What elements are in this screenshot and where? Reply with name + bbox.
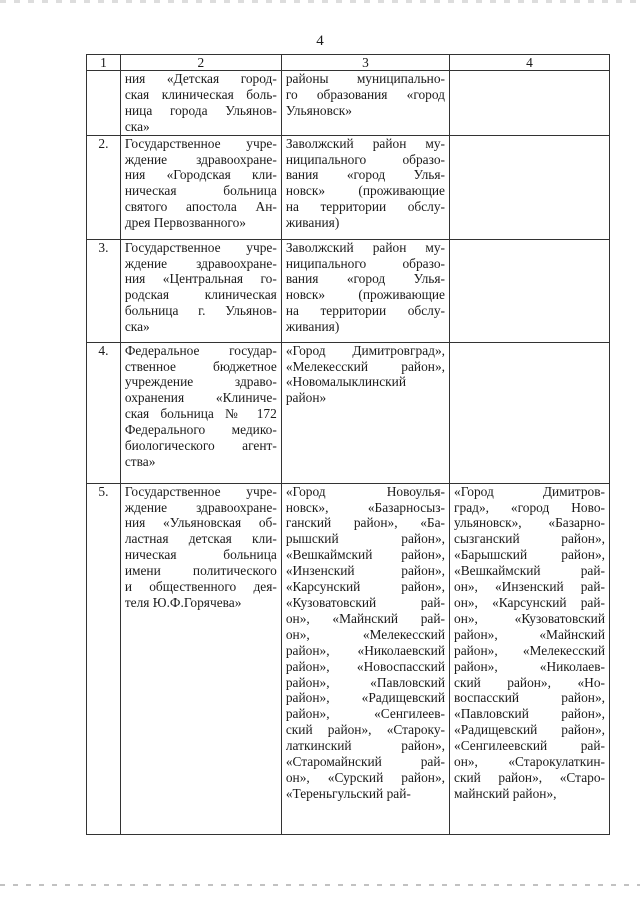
- cell-text-line: рышский район»,: [285, 531, 445, 547]
- cell-text-line: он», «Старокулаткин-: [454, 754, 605, 770]
- cell-text-line: новск» (проживающие: [285, 183, 445, 199]
- cell-text-line: «Радищевский район»,: [454, 722, 605, 738]
- cell-text-line: район», «Николаев-: [454, 658, 605, 674]
- cell-text-line: Заволжский район му-: [285, 239, 445, 255]
- cell-text-line: «Город Димитров-: [454, 483, 605, 499]
- table-row: [87, 239, 610, 342]
- cell-text-line: ский район», «Староку-: [285, 722, 445, 738]
- cell-text-line: «Кузоватовский рай-: [285, 594, 445, 610]
- cell-text-line: вания «город Улья-: [285, 271, 445, 287]
- cell-text-line: дрея Первозванного»: [124, 215, 246, 231]
- row-number: 3.: [87, 239, 121, 342]
- territory-cell: [281, 71, 449, 136]
- cell-text-line: ния «Центральная го-: [124, 271, 277, 287]
- cell-text-line: «Новомалыклинский: [285, 374, 406, 390]
- cell-text-line: ниципального образо-: [285, 151, 445, 167]
- header-col-3: 3: [281, 55, 449, 71]
- cell-text-line: майнский район»,: [454, 785, 557, 801]
- cell-text-line: учреждение здраво-: [124, 374, 277, 390]
- scan-edge-bottom: [0, 884, 640, 886]
- institution-cell: [120, 239, 281, 342]
- cell-text-line: охранения «Клиниче-: [124, 390, 277, 406]
- table-row: [87, 71, 610, 136]
- cell-text-line: «Старомайнский рай-: [285, 754, 445, 770]
- cell-text-line: он», «Мелекесский: [285, 626, 445, 642]
- cell-text-line: Федерального медико-: [124, 422, 277, 438]
- territory-children-cell: [450, 239, 610, 342]
- table-row: [87, 342, 610, 483]
- institution-cell: [120, 483, 281, 834]
- table-row: [87, 135, 610, 239]
- territory-children-cell: [450, 342, 610, 483]
- header-col-4: 4: [450, 55, 610, 71]
- cell-text-line: ниципального образо-: [285, 255, 445, 271]
- row-number: [87, 71, 121, 136]
- cell-text-line: ульяновск», «Базарно-: [454, 515, 605, 531]
- table-row: [87, 483, 610, 834]
- cell-text-line: ска»: [124, 319, 150, 335]
- cell-text-line: «Город Димитровград»,: [285, 342, 445, 358]
- scan-edge-top: [0, 0, 640, 3]
- cell-text-line: ская больница № 172: [124, 406, 277, 422]
- header-col-2: 2: [120, 55, 281, 71]
- cell-text-line: святого апостола Ан-: [124, 199, 277, 215]
- cell-text-line: он», «Сурский район»,: [285, 769, 445, 785]
- cell-text-line: район», «Павловский: [285, 674, 445, 690]
- cell-text-line: больница г. Ульянов-: [124, 303, 277, 319]
- cell-text-line: и общественного дея-: [124, 579, 277, 595]
- territory-children-cell: [450, 71, 610, 136]
- cell-text-line: «Вешкаймский рай-: [454, 563, 605, 579]
- cell-text-line: имени политического: [124, 563, 277, 579]
- cell-text-line: воспасский район»,: [454, 690, 605, 706]
- territory-children-cell: [450, 135, 610, 239]
- cell-text-line: на территории обслу-: [285, 199, 445, 215]
- cell-text-line: теля Ю.Ф.Горячева»: [124, 594, 242, 610]
- header-col-1: 1: [87, 55, 121, 71]
- cell-text-line: он», «Кузоватовский: [454, 610, 605, 626]
- cell-text-line: «Барышский район»,: [454, 547, 605, 563]
- institution-cell: [120, 135, 281, 239]
- page-number: 4: [316, 33, 324, 49]
- services-table: [86, 54, 610, 835]
- cell-text-line: ждение здравоохране-: [124, 151, 277, 167]
- cell-text-line: ский район», «Старо-: [454, 769, 605, 785]
- cell-text-line: Заволжский район му-: [285, 135, 445, 151]
- cell-text-line: он», «Майнский рай-: [285, 610, 445, 626]
- cell-text-line: ственное бюджетное: [124, 358, 277, 374]
- cell-text-line: район», «Радищевский: [285, 690, 445, 706]
- cell-text-line: ния «Ульяновская об-: [124, 515, 277, 531]
- cell-text-line: ганский район», «Ба-: [285, 515, 445, 531]
- cell-text-line: район», «Николаевский: [285, 642, 445, 658]
- cell-text-line: новск», «Базарносыз-: [285, 499, 445, 515]
- cell-text-line: ния «Городская кли-: [124, 167, 277, 183]
- cell-text-line: Федеральное государ-: [124, 342, 277, 358]
- cell-text-line: ждение здравоохране-: [124, 499, 277, 515]
- cell-text-line: новск» (проживающие: [285, 287, 445, 303]
- cell-text-line: родская клиническая: [124, 287, 277, 303]
- cell-text-line: на территории обслу-: [285, 303, 445, 319]
- cell-text-line: район», «Мелекесский: [454, 642, 605, 658]
- cell-text-line: Государственное учре-: [124, 483, 277, 499]
- cell-text-line: живания): [285, 319, 340, 335]
- header-row: [87, 55, 610, 71]
- row-number: 5.: [87, 483, 121, 834]
- territory-cell: [281, 239, 449, 342]
- territory-children-cell: [450, 483, 610, 834]
- row-number: 4.: [87, 342, 121, 483]
- cell-text-line: район», «Сенгилеев-: [285, 706, 445, 722]
- cell-text-line: «Инзенский район»,: [285, 563, 445, 579]
- cell-text-line: ластная детская кли-: [124, 531, 277, 547]
- cell-text-line: биологического агент-: [124, 438, 277, 454]
- territory-cell: [281, 135, 449, 239]
- cell-text-line: го образования «город: [285, 86, 445, 102]
- cell-text-line: ническая больница: [124, 547, 277, 563]
- cell-text-line: районы муниципально-: [285, 71, 445, 86]
- cell-text-line: ский район», «Но-: [454, 674, 605, 690]
- cell-text-line: он», «Карсунский рай-: [454, 594, 605, 610]
- cell-text-line: латкинский район»,: [285, 738, 445, 754]
- cell-text-line: сызганский район»,: [454, 531, 605, 547]
- cell-text-line: «Тереньгульский рай-: [285, 785, 411, 801]
- cell-text-line: район»: [285, 390, 327, 406]
- cell-text-line: Государственное учре-: [124, 239, 277, 255]
- territory-cell: [281, 342, 449, 483]
- cell-text-line: вания «город Улья-: [285, 167, 445, 183]
- cell-text-line: «Карсунский район»,: [285, 579, 445, 595]
- cell-text-line: ния «Детская город-: [124, 71, 277, 86]
- cell-text-line: «Мелекесский район»,: [285, 358, 445, 374]
- cell-text-line: «Вешкаймский район»,: [285, 547, 445, 563]
- cell-text-line: ска»: [124, 118, 150, 134]
- cell-text-line: Государственное учре-: [124, 135, 277, 151]
- row-number: 2.: [87, 135, 121, 239]
- institution-cell: [120, 342, 281, 483]
- cell-text-line: град», «город Ново-: [454, 499, 605, 515]
- territory-cell: [281, 483, 449, 834]
- cell-text-line: «Город Новоулья-: [285, 483, 445, 499]
- cell-text-line: ница города Ульянов-: [124, 102, 277, 118]
- cell-text-line: «Сенгилеевский рай-: [454, 738, 605, 754]
- cell-text-line: живания): [285, 215, 340, 231]
- cell-text-line: ства»: [124, 453, 156, 469]
- cell-text-line: Ульяновск»: [285, 102, 352, 118]
- institution-cell: [120, 71, 281, 136]
- cell-text-line: район», «Новоспасский: [285, 658, 445, 674]
- cell-text-line: «Павловский район»,: [454, 706, 605, 722]
- cell-text-line: район», «Майнский: [454, 626, 605, 642]
- cell-text-line: ждение здравоохране-: [124, 255, 277, 271]
- cell-text-line: ническая больница: [124, 183, 277, 199]
- cell-text-line: ская клиническая боль-: [124, 86, 277, 102]
- cell-text-line: он», «Инзенский рай-: [454, 579, 605, 595]
